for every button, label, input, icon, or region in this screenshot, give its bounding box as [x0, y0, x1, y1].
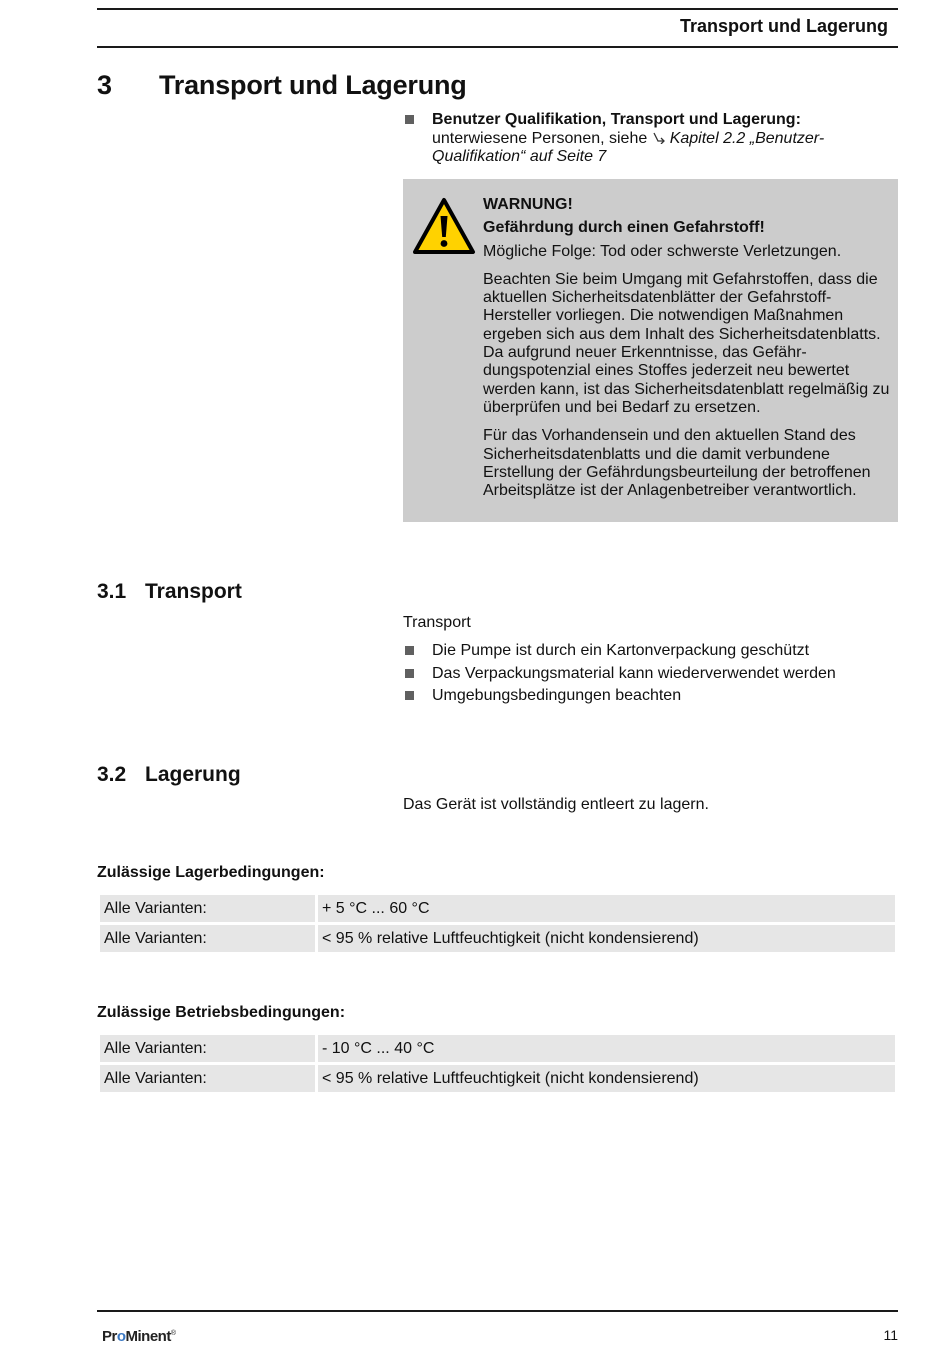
header-bottom-rule	[97, 46, 898, 48]
table-cell-key: Alle Varianten:	[100, 895, 315, 922]
list-item	[403, 665, 898, 683]
transport-intro: Transport	[403, 614, 471, 631]
header-top-rule	[97, 8, 898, 10]
footer-rule	[97, 1310, 898, 1312]
qualification-list	[403, 111, 898, 167]
warning-paragraph-1: Beachten Sie beim Umgang mit Gefahrstoffen, dass die aktuellen Sicherheitsdatenblätter der Gefahrstoff-Hersteller vorliegen. Die notwendigen Maßnahmen ergeben sich aus dem Inhalt des Sicherheitsdatenblatts. Da aufgrund neuer Erkenntnisse, das Gefährdungspotenzial eines Stoffes jederzeit neu bewertet werden kann, ist das Sicherheitsdatenblatt regelmäßig zu überprüfen und bei Bedarf zu ersetzen.	[483, 270, 890, 416]
cross-reference-arrow-icon	[652, 131, 666, 143]
table-cell-value: < 95 % relative Luftfeuchtigkeit (nicht kondensierend)	[318, 925, 895, 952]
qualification-text: unterwiesene Personen, siehe	[432, 129, 652, 147]
storage-text: Das Gerät ist vollständig entleert zu lagern.	[403, 796, 709, 813]
table-cell-value: < 95 % relative Luftfeuchtigkeit (nicht kondensierend)	[318, 1065, 895, 1092]
logo-text-accent: o	[116, 1328, 126, 1345]
storage-conditions-table	[97, 892, 898, 955]
section-number: 3.2	[97, 763, 127, 786]
list-item	[403, 687, 898, 705]
bullet-square-icon	[405, 115, 414, 124]
table-cell-key: Alle Varianten:	[100, 1035, 315, 1062]
section-title: Transport	[145, 580, 242, 603]
section-heading-storage	[97, 763, 241, 787]
table-row	[100, 895, 895, 922]
bullet-square-icon	[405, 691, 414, 700]
table-row	[100, 1065, 895, 1092]
qualification-label: Benutzer Qualifikation, Transport und Lagerung:	[432, 111, 801, 128]
logo-registered-mark: ®	[170, 1330, 176, 1337]
logo-text-pre: Pr	[102, 1328, 117, 1345]
list-item	[403, 642, 898, 660]
table-cell-value: - 10 °C ... 40 °C	[318, 1035, 895, 1062]
prominent-logo	[102, 1328, 176, 1345]
table-cell-value: + 5 °C ... 60 °C	[318, 895, 895, 922]
operating-conditions-label: Zulässige Betriebsbedingungen:	[97, 1004, 346, 1021]
table-cell-key: Alle Varianten:	[100, 925, 315, 952]
list-item-text: Das Verpackungsmaterial kann wiederverwendet werden	[432, 664, 836, 682]
section-heading-transport	[97, 580, 242, 604]
table-row	[100, 925, 895, 952]
warning-subtitle: Gefährdung durch einen Gefahrstoff!	[483, 219, 765, 237]
chapter-title: Transport und Lagerung	[159, 70, 467, 100]
chapter-heading	[97, 70, 467, 101]
warning-box	[403, 179, 898, 522]
table-cell-key: Alle Varianten:	[100, 1065, 315, 1092]
bullet-square-icon	[405, 646, 414, 655]
warning-paragraph-2: Für das Vorhandensein und den aktuellen Stand des Sicherheitsdatenblatts und die damit verbundene Erstellung der Gefährdungsbeurteilung der betroffenen Arbeitsplätze ist der Anlagenbetreiber verantwortlich.	[483, 427, 871, 500]
logo-text-post: Minent	[125, 1328, 171, 1345]
list-item-text: Umgebungsbedingungen beachten	[432, 687, 682, 704]
warning-triangle-icon	[412, 197, 476, 255]
qualification-item	[403, 111, 898, 167]
warning-title: WARNUNG!	[483, 196, 573, 213]
warning-text-block	[483, 196, 891, 500]
qualification-link[interactable]: Kapitel 2.2 „Benutzer-Qualifikation“ auf Seite 7	[432, 129, 825, 165]
page-number: 11	[883, 1327, 898, 1343]
section-title: Lagerung	[145, 763, 241, 786]
list-item-text: Die Pumpe ist durch ein Kartonverpackung geschützt	[432, 642, 810, 659]
transport-list	[403, 642, 898, 710]
section-number: 3.1	[97, 580, 127, 603]
operating-conditions-table	[97, 1032, 898, 1095]
chapter-number: 3	[97, 70, 112, 100]
bullet-square-icon	[405, 669, 414, 678]
running-header: Transport und Lagerung	[679, 16, 888, 36]
storage-conditions-label: Zulässige Lagerbedingungen:	[97, 864, 325, 881]
table-row	[100, 1035, 895, 1062]
warning-consequence: Mögliche Folge: Tod oder schwerste Verletzungen.	[483, 242, 842, 260]
